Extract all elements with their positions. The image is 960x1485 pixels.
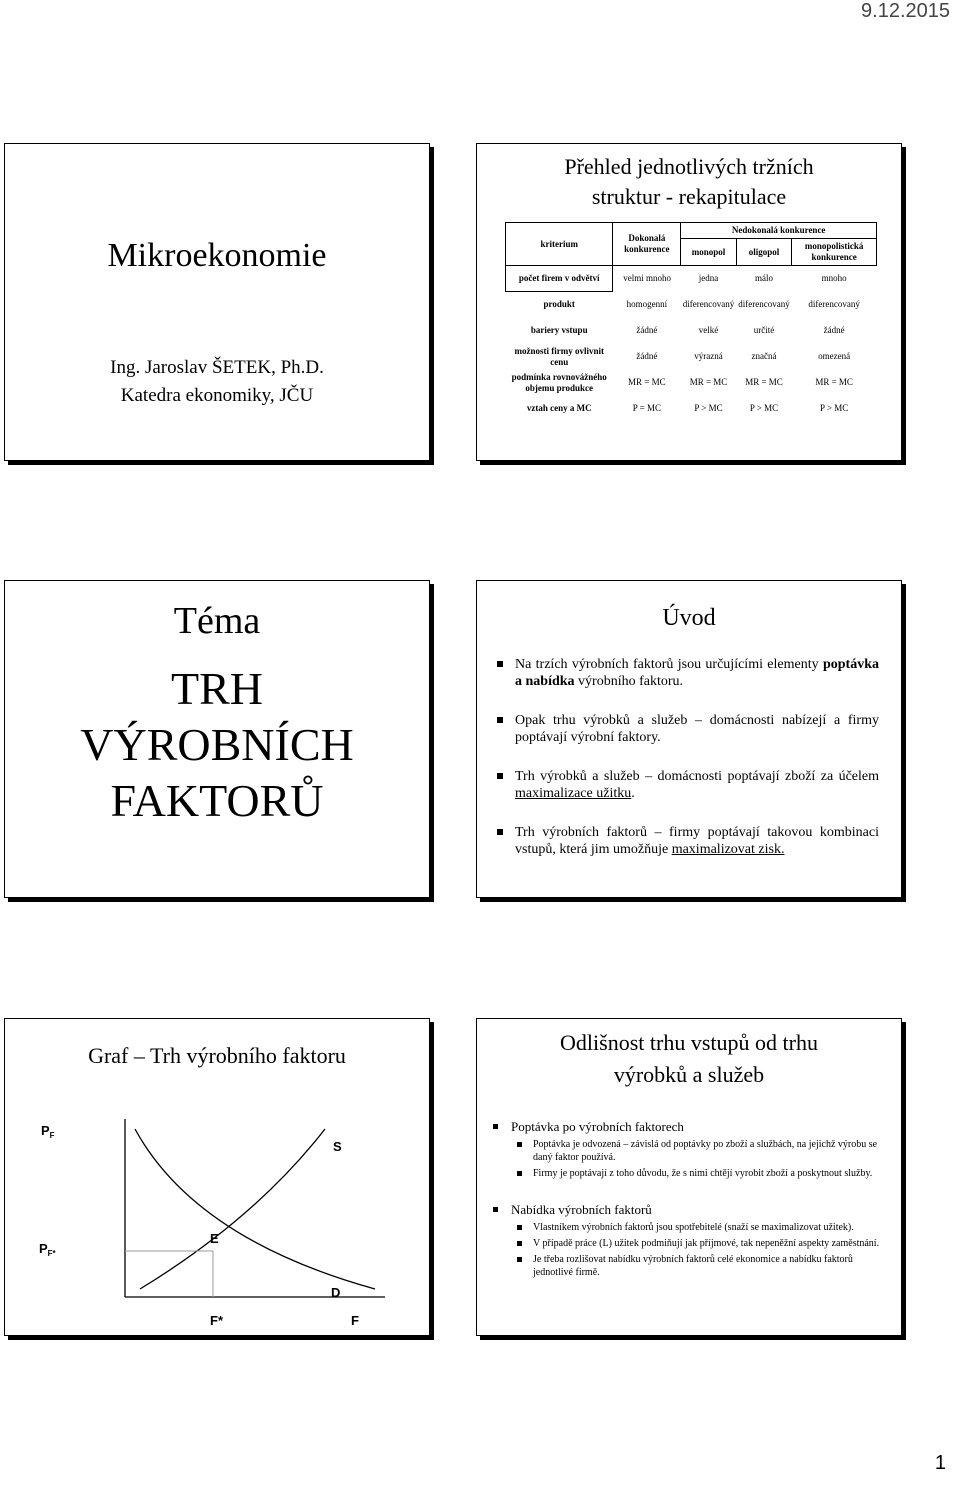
author-block xyxy=(5,354,429,410)
table-cell: žádné xyxy=(636,325,658,335)
slide-topic xyxy=(4,580,430,898)
text-span: Trh výrobků a služeb – domácnosti poptávají zboží za účelem xyxy=(515,769,879,784)
header-oligopol: oligopol xyxy=(736,239,791,266)
page-number: 1 xyxy=(934,1452,946,1474)
table-cell: žádné xyxy=(823,325,845,335)
slide-title: Úvod xyxy=(662,605,716,631)
table-cell: diferencovaný xyxy=(738,299,790,309)
title-line: Přehled jednotlivých tržních xyxy=(564,154,814,179)
table-cell: značná xyxy=(751,351,777,361)
title-line: výrobků a služeb xyxy=(613,1062,765,1087)
row-label: počet firem v odvětví xyxy=(506,266,613,292)
bullet-item xyxy=(495,656,879,690)
table-cell: homogenní xyxy=(626,299,668,309)
header-imperfect: Nedokonalá konkurence xyxy=(681,223,877,239)
label-pf: $P_F$ xyxy=(41,1123,55,1140)
table-cell: omezená xyxy=(818,351,851,361)
bullet-list xyxy=(491,1115,883,1279)
table-row xyxy=(506,266,877,292)
table-row xyxy=(506,370,877,396)
table-cell: P > MC xyxy=(819,403,849,413)
market-structures-table xyxy=(505,222,877,422)
header-monopol: monopol xyxy=(681,239,736,266)
table-row xyxy=(506,318,877,344)
bullet-item: Opak trhu výrobků a služeb – domácnosti nabízejí a firmy poptávají výrobní faktory. xyxy=(495,712,879,746)
slide-title xyxy=(477,152,901,212)
title-line: struktur - rekapitulace xyxy=(591,184,787,209)
list-item: Vlastníkem výrobních faktorů jsou spotřebitelé (snaží se maximalizovat užitek). xyxy=(491,1221,883,1234)
print-date: 9.12.2015 xyxy=(861,0,950,22)
bullet-item xyxy=(495,768,879,802)
bold-text: poptávka a nabídka xyxy=(515,657,879,689)
supply-curve xyxy=(140,1129,325,1289)
list-item: V případě práce (L) užitek podmiňují jak příjmové, tak nepeněžní aspekty zaměstnání. xyxy=(491,1237,883,1250)
table-cell: žádné xyxy=(636,351,658,361)
topic-line: TRH xyxy=(171,663,263,714)
list-item: Je třeba rozlišovat nabídku výrobních faktorů celé ekonomice a nabídku faktorů jednotlivé firmě. xyxy=(491,1253,883,1279)
bullet-item xyxy=(495,824,879,858)
slide-intro xyxy=(476,580,902,898)
table-cell: velmi mnoho xyxy=(623,273,671,284)
label-pfstar: $P_{F*}$ xyxy=(39,1241,56,1258)
table-cell: MR = MC xyxy=(628,377,666,387)
table-row xyxy=(506,396,877,422)
table-cell: diferencovaný xyxy=(808,299,860,309)
table-cell: velké xyxy=(698,325,719,335)
table-cell: MR = MC xyxy=(815,377,853,387)
label-f: F xyxy=(351,1313,359,1328)
table-cell: jedna xyxy=(698,273,719,284)
section-heading: Poptávka po výrobních faktorech xyxy=(491,1119,883,1135)
row-label: podmínka rovnovážného objemu produkce xyxy=(511,371,607,393)
header-monop-comp: monopolistická konkurence xyxy=(792,239,877,266)
slide-title xyxy=(477,1027,901,1091)
topic-title xyxy=(5,661,429,829)
author-name: Ing. Jaroslav ŠETEK, Ph.D. xyxy=(110,357,324,378)
label-e: E xyxy=(210,1231,219,1246)
row-label: bariery vstupu xyxy=(530,325,588,335)
label-fstar: F* xyxy=(210,1313,223,1328)
table-cell: mnoho xyxy=(821,273,847,284)
label-s: S xyxy=(333,1139,342,1154)
header-criterium: kriterium xyxy=(506,223,613,266)
department: Katedra ekonomiky, JČU xyxy=(120,385,314,406)
row-label: vztah ceny a MC xyxy=(526,403,592,413)
topic-line: VÝROBNÍCH xyxy=(80,719,354,770)
table-cell: určité xyxy=(753,325,775,335)
text-span: Trh výrobních faktorů – firmy poptávají takovou kombinaci vstupů, která jim umožňuje xyxy=(515,825,879,857)
table-row xyxy=(506,344,877,370)
table-cell: P > MC xyxy=(694,403,723,413)
course-title: Mikroekonomie xyxy=(107,237,327,274)
slide-title xyxy=(4,143,430,461)
row-label: možnosti firmy ovlivnit cenu xyxy=(514,345,604,367)
header-perfect: Dokonalá konkurence xyxy=(613,223,681,266)
factor-market-graph xyxy=(5,1019,431,1337)
table-cell: málo xyxy=(754,273,773,284)
slide-graph xyxy=(4,1018,430,1336)
section-heading: Nabídka výrobních faktorů xyxy=(491,1202,883,1218)
table-cell: výrazná xyxy=(694,351,723,361)
list-item: Poptávka je odvozená – závislá od poptávky po zboží a službách, na jejichž výrobu se daný faktor používá. xyxy=(491,1138,883,1164)
label-d: D xyxy=(331,1285,341,1300)
list-item: Firmy je poptávají z toho důvodu, že s nimi chtějí vyrobit zboží a poskytnout služby. xyxy=(491,1167,883,1180)
underlined-text: maximalizace užitku xyxy=(515,786,632,801)
text-span: výrobního faktoru. xyxy=(574,674,684,689)
underlined-text: maximalizovat zisk. xyxy=(671,842,785,857)
topic-line: FAKTORŮ xyxy=(110,775,324,826)
table-row xyxy=(506,292,877,318)
slide-title: Graf – Trh výrobního faktoru xyxy=(88,1043,346,1068)
table-cell: MR = MC xyxy=(745,377,783,387)
text-span: . xyxy=(631,786,635,801)
table-cell: P = MC xyxy=(632,403,661,413)
bullet-list xyxy=(495,656,879,880)
slide-differences xyxy=(476,1018,902,1336)
slide-market-structures xyxy=(476,143,902,461)
table-cell: MR = MC xyxy=(689,377,728,387)
row-label: produkt xyxy=(543,299,575,310)
text-span: Na trzích výrobních faktorů jsou určujícími elementy xyxy=(515,657,823,672)
title-line: Odlišnost trhu vstupů od trhu xyxy=(560,1030,818,1055)
table-cell: diferencovaný xyxy=(682,299,735,309)
table-cell: P > MC xyxy=(749,403,779,413)
topic-label: Téma xyxy=(173,600,261,642)
